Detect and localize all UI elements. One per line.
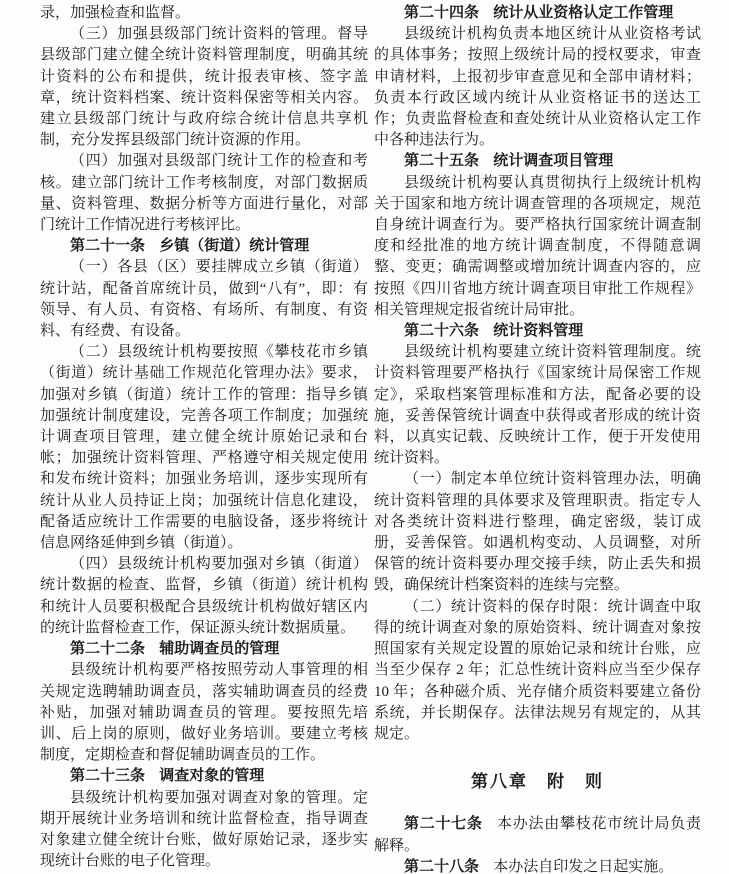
paragraph-text: 辅助调查员的管理 <box>159 641 280 658</box>
article-number: 第二十六条 <box>404 323 480 340</box>
paragraph <box>374 24 701 151</box>
paragraph-text: 录，加强检查和监督。 <box>40 5 191 21</box>
paragraph <box>40 151 368 236</box>
article-number: 第二十三条 <box>70 768 146 785</box>
article-heading <box>374 321 701 342</box>
paragraph <box>374 342 701 469</box>
paragraph-text: 县级统计机构要认真贯彻执行上级统计机构关于国家和地方统计调查管理的各项规定，规范自身统计调查行为。要严格执行国家统计调查制度和经批准的地方统计调查制度，不得随意调整、变更；确需调整或增加统计调查内容的，应按照《四川省地方统计调查项目审批工作规程》相关管理规定报省统计局审批。 <box>374 174 701 318</box>
paragraph-text: （四）加强对县级部门统计工作的检查和考核。建立部门统计工作考核制度，对部门数据质量、资料管理、数据分析等方面进行量化，对部门统计工作情况进行考核评比。 <box>40 153 368 234</box>
paragraph-text: 县级统计机构要建立统计资料管理制度。统计资料管理要严格执行《国家统计局保密工作规定》，采取档案管理标准和方法，配备必要的设施，妥善保管统计调查中获得或者形成的统计资料，以真实记载、反映统计工作，便于开发使用统计资料。 <box>374 344 701 467</box>
left-text-column <box>40 3 368 872</box>
paragraph <box>40 257 368 342</box>
paragraph-text: 统计调查项目管理 <box>493 153 614 170</box>
article-paragraph <box>374 857 701 874</box>
paragraph-text: （一）各县（区）要挂牌成立乡镇（街道）统计站，配备首席统计员，做到“八有”，即：有领导、有人员、有资格、有场所、有制度、有资料、有经费、有设备。 <box>40 259 368 340</box>
paragraph-text: （二）统计资料的保存时限：统计调查中取得的统计调查对象的原始资料、统计调查对象按照国家有关规定设置的原始记录和统计台账，应当至少保存 2 年；汇总性统计资料应当至少保存 10 年；各种磁介质、光存储介质资料要建立备份系统，并长期保存。法律法规另有规定的，从其规定。 <box>374 598 701 742</box>
paragraph-text: 本办法自印发之日起实施。 <box>493 858 674 874</box>
paragraph <box>40 554 368 639</box>
paragraph-text: 县级统计机构负责本地区统计从业资格考试的具体事务；按照上级统计局的授权要求，审查申请材料，上报初步审查意见和全部申请材料；负责本行政区域内统计从业资格证书的送达工作；负责监督检查和查处统计从业资格认定工作中各种违法行为。 <box>374 26 701 149</box>
paragraph <box>40 342 368 554</box>
article-heading <box>40 766 368 787</box>
chapter-heading <box>374 771 701 792</box>
paragraph-text: 第八章 附 则 <box>471 772 604 792</box>
article-heading <box>374 151 701 172</box>
paragraph-text: 统计资料管理 <box>493 323 584 340</box>
paragraph <box>374 173 701 321</box>
article-paragraph <box>374 814 701 856</box>
paragraph-text: （三）加强县级部门统计资料的管理。督导县级部门建立健全统计资料管理制度，明确其统计资料的公布和提供，统计报表审核、签字盖章，统计资料档案、统计资料保密等相关内容。建立县级部门统计与政府综合统计信息共享机制，充分发挥县级部门统计资源的作用。 <box>40 26 368 149</box>
paragraph <box>40 788 368 873</box>
article-heading <box>40 639 368 660</box>
paragraph-text: 县级统计机构要加强对调查对象的管理。定期开展统计业务培训和统计监督检查，指导调查对象建立健全统计台账，做好原始记录，逐步实现统计台账的电子化管理。 <box>40 789 368 870</box>
article-number: 第二十七条 <box>404 816 483 833</box>
paragraph <box>374 597 701 745</box>
article-number: 第二十八条 <box>404 858 480 874</box>
paragraph <box>40 24 368 151</box>
paragraph-text: 本办法由攀枝花市统计局负责解释。 <box>374 816 701 854</box>
article-heading <box>40 236 368 257</box>
paragraph <box>40 3 368 24</box>
article-number: 第二十一条 <box>70 238 146 255</box>
paragraph-text: 调查对象的管理 <box>159 768 265 785</box>
paragraph-text: （二）县级统计机构要按照《攀枝花市乡镇（街道）统计基础工作规范化管理办法》要求，加强对乡镇（街道）统计工作的管理：指导乡镇加强统计制度建设，完善各项工作制度；加强统计调查项目管理，建立健全统计原始记录和台帐；加强统计资料管理、严格遵守相关规定使用和发布统计资料；加强业务培训，逐步实现所有统计从业人员持证上岗；加强统计信息化建设，配备适应统计工作需要的电脑设备，逐步将统计信息网络延伸到乡镇（街道）。 <box>40 344 368 552</box>
paragraph <box>374 469 701 596</box>
right-text-column <box>374 3 701 874</box>
paragraph <box>40 660 368 766</box>
paragraph-text: 统计从业资格认定工作管理 <box>493 5 674 21</box>
paragraph-text: （一）制定本单位统计资料管理办法，明确统计资料管理的具体要求及管理职责。指定专人对各类统计资料进行整理，确定密级，装订成册，妥善保管。如遇机构变动、人员调整，对所保管的统计资料要办理交接手续，防止丢失和损毁，确保统计档案资料的连续与完整。 <box>374 471 701 594</box>
article-number: 第二十五条 <box>404 153 480 170</box>
paragraph-text: （四）县级统计机构要加强对乡镇（街道）统计数据的检查、监督，乡镇（街道）统计机构和统计人员要积极配合县级统计机构做好辖区内的统计监督检查工作，保证源头统计数据质量。 <box>40 556 368 636</box>
article-heading <box>374 3 701 24</box>
article-number: 第二十二条 <box>70 641 146 658</box>
article-number: 第二十四条 <box>404 5 480 21</box>
paragraph-text: 县级统计机构要严格按照劳动人事管理的相关规定选聘辅助调查员，落实辅助调查员的经费补贴，加强对辅助调查员的管理。要按照先培训、后上岗的原则，做好业务培训。要建立考核制度，定期检查和督促辅助调查员的工作。 <box>40 662 368 764</box>
paragraph-text: 乡镇（街道）统计管理 <box>159 238 310 255</box>
